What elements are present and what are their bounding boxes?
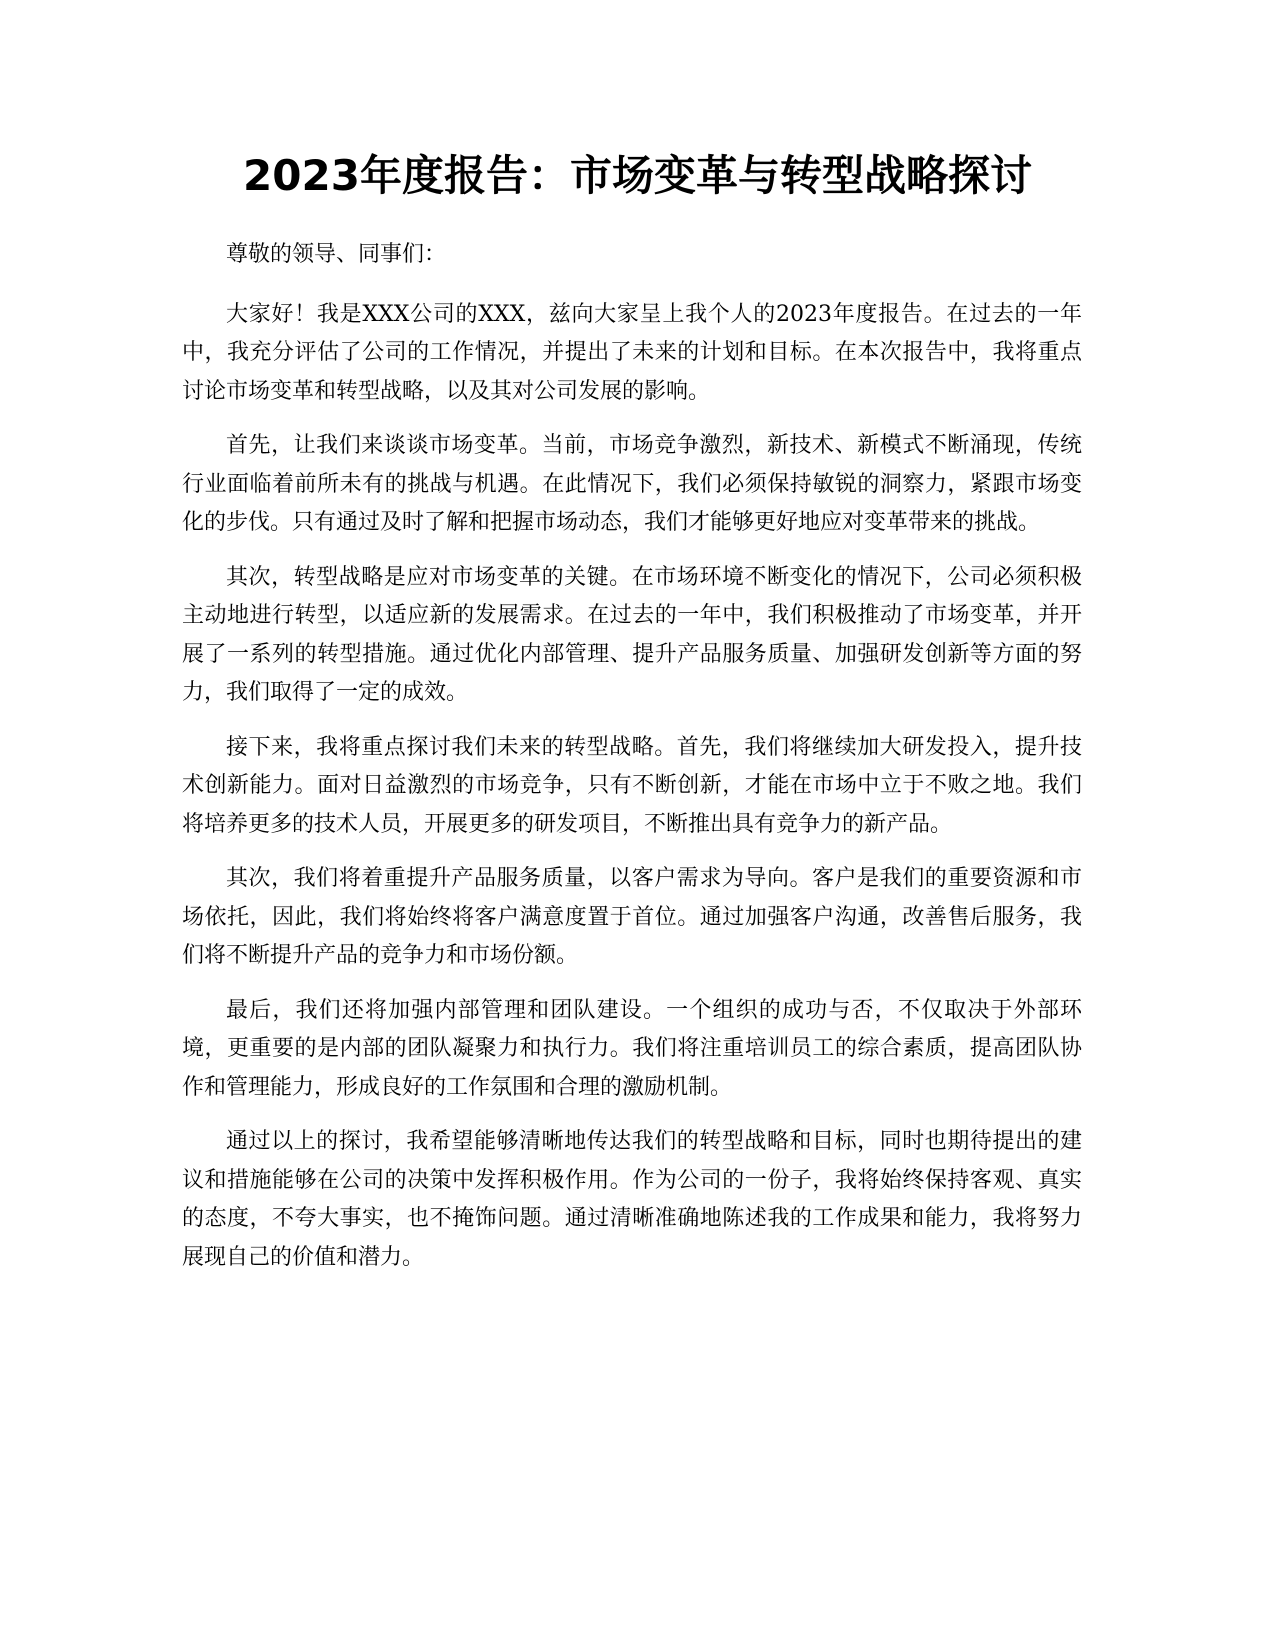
salutation: 尊敬的领导、同事们： xyxy=(226,242,447,267)
paragraph-service-quality: 其次，我们将着重提升产品服务质量，以客户需求为导向。客户是我们的重要资源和市场依托，因此，我们将始终将客户满意度置于首位。通过加强客户沟通，改善售后服务，我们将不断提升产品的竞争力和市场份额。 xyxy=(182,866,1082,968)
paragraph-transformation: 其次，转型战略是应对市场变革的关键。在市场环境不断变化的情况下，公司必须积极主动地进行转型，以适应新的发展需求。在过去的一年中，我们积极推动了市场变革，并开展了一系列的转型措施。通过优化内部管理、提升产品服务质量、加强研发创新等方面的努力，我们取得了一定的成效。 xyxy=(182,564,1082,705)
paragraph-market-change: 首先，让我们来谈谈市场变革。当前，市场竞争激烈，新技术、新模式不断涌现，传统行业面临着前所未有的挑战与机遇。在此情况下，我们必须保持敏锐的洞察力，紧跟市场变化的步伐。只有通过及时了解和把握市场动态，我们才能够更好地应对变革带来的挑战。 xyxy=(182,433,1082,535)
document-title: 2023年度报告：市场变革与转型战略探讨 xyxy=(243,151,1032,200)
paragraph-conclusion: 通过以上的探讨，我希望能够清晰地传达我们的转型战略和目标，同时也期待提出的建议和措施能够在公司的决策中发挥积极作用。作为公司的一份子，我将始终保持客观、真实的态度，不夸大事实，也不掩饰问题。通过清晰准确地陈述我的工作成果和能力，我将努力展现自己的价值和潜力。 xyxy=(182,1129,1082,1270)
paragraph-intro: 大家好！我是XXX公司的XXX，兹向大家呈上我个人的2023年度报告。在过去的一年中，我充分评估了公司的工作情况，并提出了未来的计划和目标。在本次报告中，我将重点讨论市场变革和转型战略，以及其对公司发展的影响。 xyxy=(182,301,1082,404)
document-body xyxy=(182,236,1082,1293)
paragraph-future-strategy: 接下来，我将重点探讨我们未来的转型战略。首先，我们将继续加大研发投入，提升技术创新能力。面对日益激烈的市场竞争，只有不断创新，才能在市场中立于不败之地。我们将培养更多的技术人员，开展更多的研发项目，不断推出具有竞争力的新产品。 xyxy=(182,734,1082,837)
paragraph-internal-management: 最后，我们还将加强内部管理和团队建设。一个组织的成功与否，不仅取决于外部环境，更重要的是内部的团队凝聚力和执行力。我们将注重培训员工的综合素质，提高团队协作和管理能力，形成良好的工作氛围和合理的激励机制。 xyxy=(182,997,1082,1100)
